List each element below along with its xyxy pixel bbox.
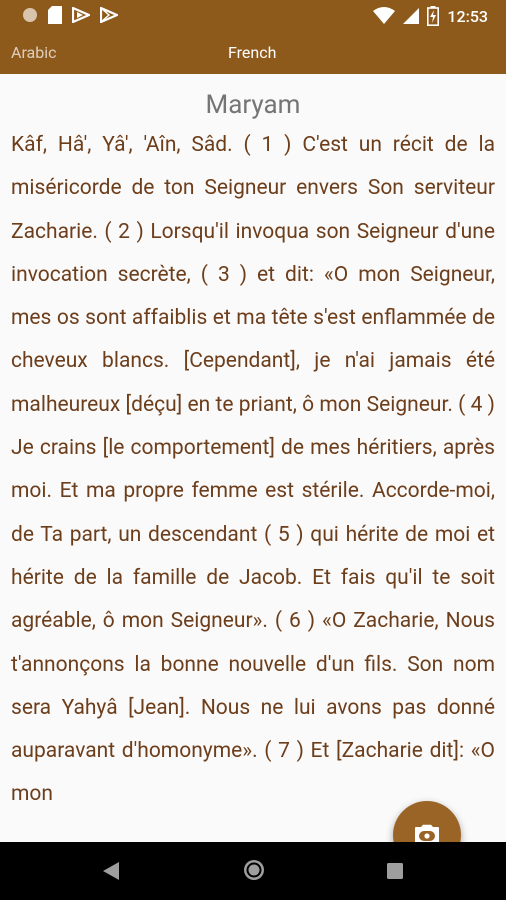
camera-icon xyxy=(414,824,440,842)
cellular-signal-icon xyxy=(403,8,419,24)
status-bar xyxy=(0,0,506,32)
status-time: 12:53 xyxy=(447,6,488,26)
status-right-icons xyxy=(373,6,488,26)
play-store-icon xyxy=(100,7,118,23)
recents-button[interactable] xyxy=(386,862,404,880)
status-left-icons xyxy=(22,6,118,24)
language-tab-bar xyxy=(0,32,506,74)
battery-charging-icon xyxy=(427,6,439,26)
circle-notification-icon xyxy=(22,7,38,23)
sd-card-icon xyxy=(48,6,62,24)
home-button[interactable] xyxy=(242,858,266,882)
back-icon xyxy=(100,860,122,882)
sura-title: Maryam xyxy=(205,90,301,120)
back-button[interactable] xyxy=(100,860,122,882)
tab-arabic[interactable]: Arabic xyxy=(11,43,57,62)
reading-pane[interactable] xyxy=(0,74,506,842)
play-games-icon xyxy=(72,7,90,23)
navigation-bar xyxy=(0,842,506,900)
home-icon xyxy=(242,858,266,882)
tab-french[interactable]: French xyxy=(228,43,277,62)
wifi-icon xyxy=(373,7,395,25)
recents-icon xyxy=(386,862,404,880)
verse-text: Kâf, Hâ', Yâ', 'Aîn, Sâd. ( 1 ) C'est un récit de la miséricorde de ton Seigneur envers Son serviteur Zacharie. ( 2 ) Lorsqu'il invoqua son Seigneur d'une invocation secrète, ( 3 ) et dit: «O mon Seigneur, mes os sont affaiblis et ma tête s'est enflammée de cheveux blancs. [Cependant], je n'ai jamais été malheureux [déçu] en te priant, ô mon Seigneur. ( 4 ) Je crains [le comportement] de mes héritiers, après moi. Et ma propre femme est stérile. Accorde-moi, de Ta part, un descendant ( 5 ) qui hérite de moi et hérite de la famille de Jacob. Et fais qu'il te soit agréable, ô mon Seigneur». ( 6 ) «O Zacharie, Nous t'annonçons la bonne nouvelle d'un fils. Son nom sera Yahyâ [Jean]. Nous ne lui avons pas donné auparavant d'homonyme». ( 7 ) Et [Zacharie dit]: «O mon xyxy=(11,133,495,807)
